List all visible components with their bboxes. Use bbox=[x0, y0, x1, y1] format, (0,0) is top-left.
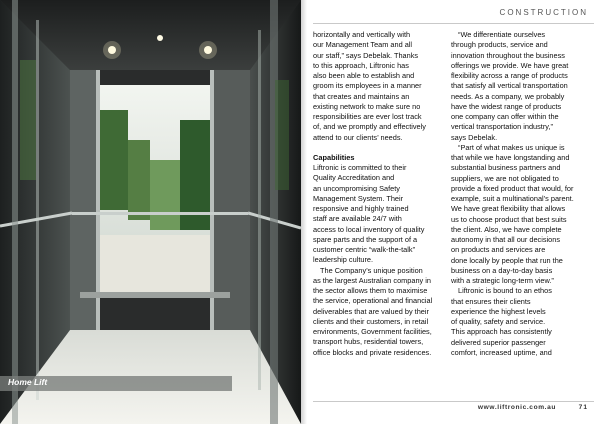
article-column-right bbox=[451, 30, 587, 358]
section-heading: Capabilities bbox=[313, 152, 355, 162]
paragraph: “Part of what makes us unique is that while we have longstanding and substantial business partners and suppliers, we are not obligated to provide a fixed product that would, for example, suit a multinational’s parent. We have great flexibility that allows us to choose product that best suits the client. Also, we have complete autonomy in that all our decisions on products and services are done locally by people that run the business on a day-to-day basis with a strategic long-term view.” bbox=[451, 142, 574, 285]
photo-caption-bar bbox=[0, 376, 232, 391]
paragraph: Liftronic is committed to their Quality Accreditation and an uncompromising Safety Management System. Their responsive and highly trained staff are available 24/7 with access to local inventory of quality spare parts and the support of a customer centric “walk-the-talk” leadership culture. bbox=[313, 163, 425, 265]
page-spine-shadow bbox=[301, 0, 307, 424]
page-number: 71 bbox=[578, 404, 588, 411]
footer-website-link[interactable]: www.liftronic.com.au bbox=[477, 404, 556, 411]
article-column-left bbox=[313, 30, 449, 358]
footer-divider bbox=[313, 401, 594, 402]
photo-caption: Home Lift bbox=[8, 377, 48, 387]
paragraph: The Company’s unique position as the largest Australian company in the sector allows them to maximise the service, operational and financial deliverables that are valued by their clients and their customers, in retail environments, Government facilities, transport hubs, residential towers, office blocks and private residences. bbox=[313, 265, 433, 357]
paragraph: “We differentiate ourselves through products, service and innovation throughout the business offerings we provide. We have great flexibility across a range of products that satisfy all vertical transportation needs. As a company, we probably have the widest range of products one company can offer within the vertical transportation industry,” says Debelak. bbox=[451, 30, 569, 142]
paragraph: Liftronic is bound to an ethos that ensures their clients experience the highest levels of quality, safety and service. This approach has consistently delivered superior passenger comfort, increased uptime, and bbox=[451, 286, 552, 357]
header-divider bbox=[313, 23, 594, 24]
section-title: CONSTRUCTION bbox=[499, 8, 588, 17]
paragraph: horizontally and vertically with our Management Team and all our staff,” says Debelak. Thanks to this approach, Liftronic has also been able to establish and groom its employees in a manner that creates and maintains an existing network to make sure no responsibilities are ever lost track of, and we promptly and effectively attend to our clients’ needs. bbox=[313, 30, 426, 142]
